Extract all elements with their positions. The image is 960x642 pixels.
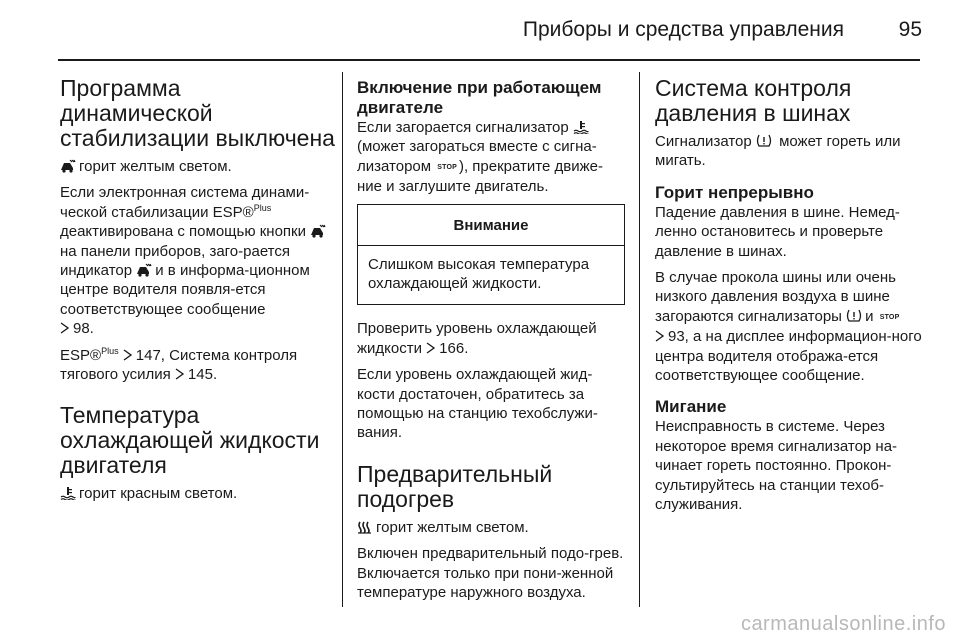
tire-pressure-icon: [846, 309, 862, 323]
header-title: Приборы и средства управления: [522, 18, 844, 41]
stop-icon: STOP: [879, 313, 900, 321]
column-divider: [639, 72, 640, 607]
subsection-title: Включение при работающем двигателе: [357, 78, 602, 117]
paragraph: ESP®$^{Plus}$ 147, Система контроля тягового усилия 145.: [60, 345, 298, 384]
paragraph: В случае прокола шины или очень низкого давления воздуха в шине загораются сигнализаторы и STOP 93, а на дисплее информацион-ного центра водителя отобража-ется соответствующее сообщение.: [655, 269, 922, 385]
paragraph: Если загорается сигнализатор (может загораться вместе с сигна-лизатором STOP ), прекратите движе-ние и заглушите двигатель.: [357, 119, 603, 196]
esp-off-icon: [310, 224, 326, 238]
caution-title: Внимание: [358, 205, 624, 246]
paragraph: Проверить уровень охлаждающей жидкости 166.: [357, 320, 597, 357]
subsection-title: Мигание: [655, 397, 727, 417]
column-divider: [342, 72, 343, 607]
section-title-esp-off: Программа динамической стабилизации выключена: [60, 75, 335, 151]
reference-arrow-icon: [655, 330, 664, 342]
paragraph: Включен предварительный подо-грев. Включается только при пони-женной температуре наружного воздуха.: [357, 545, 624, 602]
stop-icon: STOP: [437, 163, 457, 171]
reference-arrow-icon: [60, 322, 69, 334]
section-title-coolant-temp: Температура охлаждающей жидкости двигателя: [60, 402, 320, 479]
tire-pressure-icon: [756, 134, 772, 148]
glow-plug-icon: [357, 520, 373, 534]
column-1: [60, 70, 338, 511]
header-rule: [58, 59, 920, 61]
paragraph: Падение давления в шине. Немед-ленно остановитесь и проверьте давление в шинах.: [655, 203, 900, 260]
paragraph: горит красным светом.: [60, 484, 338, 503]
paragraph: Если электронная система динами-ческой стабилизации ESP®$^{Plus}$ деактивирована с помощью кнопки на панели приборов, заго-рается индикатор и в информа-ционном центре водителя появля-ется соответствующее сообщение 98.: [60, 183, 338, 338]
esp-off-icon: [60, 159, 76, 173]
coolant-temperature-icon: [60, 486, 76, 500]
section-title-preheating: Предварительный подогрев: [357, 460, 553, 512]
esp-off-icon: [136, 263, 152, 277]
paragraph: горит желтым светом.: [357, 518, 625, 537]
page-number: 95: [898, 18, 922, 41]
column-3: [655, 70, 925, 522]
section-title-tire-pressure: Система контроля давления в шинах: [655, 75, 852, 126]
watermark-text: carmanualsonline.info: [740, 613, 946, 635]
paragraph: горит желтым светом.: [60, 157, 338, 176]
coolant-temperature-icon: [573, 120, 589, 134]
paragraph: Неисправность в системе. Через некоторое время сигнализатор на-чинает гореть постоянно. Прокон-сультируйтесь на станции техоб-служивания.: [655, 418, 898, 514]
reference-arrow-icon: [175, 368, 184, 380]
page-header: [0, 0, 960, 60]
paragraph: Если уровень охлаждающей жид-кости достаточен, обратитесь за помощью на станцию техобслужи-вания.: [357, 366, 598, 442]
reference-arrow-icon: [426, 342, 435, 354]
column-2: [357, 70, 625, 610]
subsection-title: Горит непрерывно: [655, 182, 814, 202]
caution-body: Слишком высокая температура охлаждающей жидкости.: [368, 255, 590, 293]
caution-box: [357, 204, 625, 306]
reference-arrow-icon: [123, 349, 132, 361]
paragraph: Сигнализатор может гореть или мигать.: [655, 133, 901, 170]
